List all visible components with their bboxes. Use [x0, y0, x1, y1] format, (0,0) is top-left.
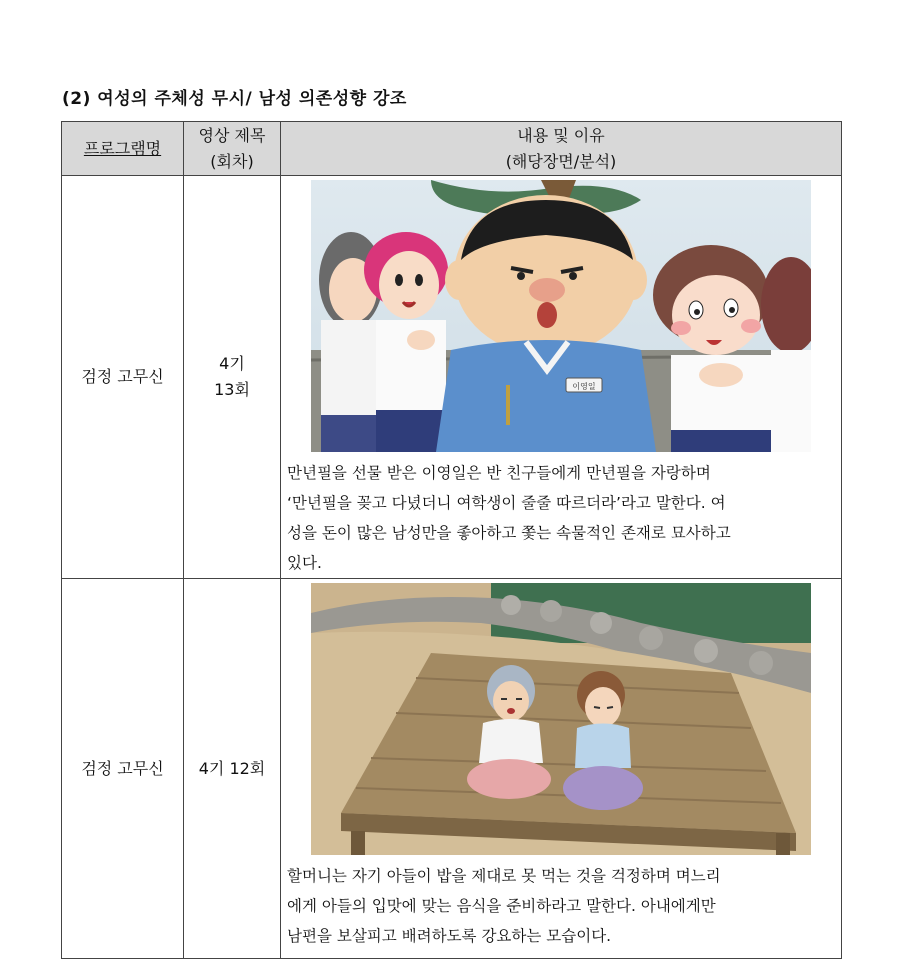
program-cell: 검정 고무신 [62, 579, 184, 959]
header-content [281, 122, 842, 176]
description [281, 452, 841, 578]
description-line: ‘만년필을 꽂고 다녔더니 여학생이 줄줄 따르더라’라고 말한다. 여 [287, 494, 726, 512]
table-header-row [62, 122, 842, 176]
table-row [62, 579, 842, 959]
content-cell [281, 579, 842, 959]
description-line: 있다. [287, 554, 322, 572]
header-content-line1: 내용 및 이유 [517, 125, 605, 145]
content-cell [281, 176, 842, 579]
header-title-line1: 영상 제목 [198, 125, 266, 145]
description-line: 성을 돈이 많은 남성만을 좋아하고 쫓는 속물적인 존재로 묘사하고 [287, 524, 731, 542]
header-program: 프로그램명 [62, 122, 184, 176]
description-line: 만년필을 선물 받은 이영일은 반 친구들에게 만년필을 자랑하며 [287, 464, 711, 482]
section-heading: (2) 여성의 주체성 무시/ 남성 의존성향 강조 [62, 89, 407, 109]
program-cell: 검정 고무신 [62, 176, 184, 579]
header-title [184, 122, 281, 176]
table-row [62, 176, 842, 579]
description-line: 할머니는 자기 아들이 밥을 제대로 못 먹는 것을 걱정하며 며느리 [287, 867, 721, 885]
description-line: 남편을 보살피고 배려하도록 강요하는 모습이다. [287, 927, 612, 945]
description-line: 에게 아들의 입맛에 맞는 음식을 준비하라고 말한다. 아내에게만 [287, 897, 716, 915]
header-content-line2: (해당장면/분석) [505, 151, 617, 171]
name-tag-text: 이영일 [572, 382, 596, 391]
cartoon-scene-image [311, 583, 811, 855]
description [281, 855, 841, 951]
header-title-line2: (회차) [210, 151, 254, 171]
cartoon-scene-image [311, 180, 811, 452]
episode-cell: 4기 13회 [184, 176, 281, 579]
episode-cell: 4기 12회 [184, 579, 281, 959]
analysis-table [61, 121, 842, 959]
